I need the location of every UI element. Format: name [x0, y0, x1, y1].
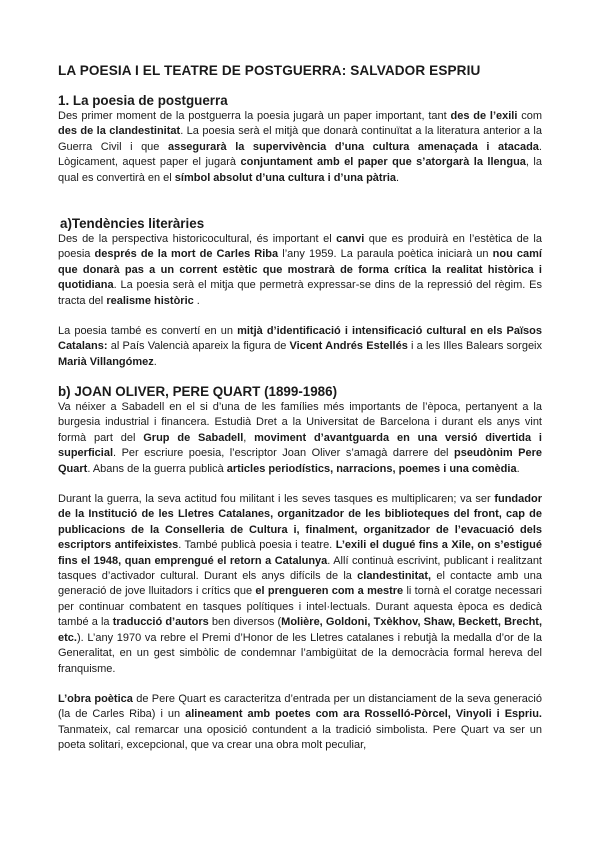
bold-text: moviment d’avantguarda en una versió divertida i superficial	[58, 431, 542, 460]
bold-text: Marià Villangómez	[58, 355, 154, 368]
bold-text: símbol absolut d’una cultura i d’una pàtria	[174, 171, 397, 184]
bold-text: assegurarà la supervivència d’una cultura amenaçada i atacada	[167, 140, 539, 153]
text-run: al País Valencià apareix la figura de	[107, 340, 290, 353]
bold-text: des de la clandestinitat	[58, 125, 181, 138]
text-run: . La poesia serà el mitja que permetrà expressar-se dins de la repressió del règim. Es tracta del	[58, 279, 542, 307]
paragraph	[58, 400, 542, 477]
bold-text: L’exili el dugué fins a Xile, on s’estigué fins el 1948, quan emprengué el retorn a Catalunya	[58, 539, 542, 567]
section-joan-oliver	[58, 384, 542, 754]
paragraph	[58, 324, 542, 370]
text-run: el contacte amb una generació de jove lluitadors i crítics que	[58, 570, 542, 598]
text-run: ben diversos (	[208, 616, 282, 629]
text-run: i a les Illes Balears sorgeix	[407, 340, 543, 353]
bold-text: nou camí que donarà pas a un corrent estètic que mostrarà de forma crítica la realitat històrica i quotidiana	[58, 248, 542, 292]
bold-text: Vicent Andrés Estellés	[289, 340, 408, 353]
text-run: Va néixer a Sabadell en el si d’una de les famílies més importants de l’època, pertanyent a la burgesia industrial i financera. Estudià Dret a la Universitat de Barcelona i durant els anys vint formà part del	[58, 401, 542, 444]
text-run: .	[516, 462, 520, 475]
bold-text: fundador de la Institució de les Lletres Catalanes, organitzador de les biblioteques del front, cap de publicacions de la Conselleria de Cultura i, finalment, organitzador de l’evacuació dels escriptors antifeixistes	[58, 493, 542, 552]
section-poesia-postguerra	[58, 93, 542, 186]
bold-text: L’obra poètica	[58, 692, 133, 705]
bold-text: clandestinitat,	[357, 570, 432, 583]
text-run: Des primer moment de la postguerra la poesia jugarà un paper important, tant	[58, 110, 451, 122]
text-run: que es produirà en l’estètica de la poesia	[58, 233, 542, 261]
text-run: l’any 1959. La paraula poètica iniciarà un	[278, 248, 493, 261]
paragraph	[58, 492, 542, 677]
section-heading: a)Tendències literàries	[60, 216, 205, 231]
text-run: ,	[243, 431, 255, 444]
paragraph	[58, 232, 542, 309]
text-run: . També publicà poesia i teatre.	[178, 539, 336, 552]
bold-text: alineament amb poetes com ara Rosselló-Pòrcel, Vinyoli i Espriu.	[185, 708, 542, 721]
text-run: La poesia també es convertí en un	[58, 325, 238, 338]
bold-text: realisme històric	[106, 294, 194, 307]
text-run: com	[517, 110, 543, 122]
text-run: . Lògicament, aquest paper el jugarà	[58, 140, 542, 169]
bold-text: el prengueren com a mestre	[255, 585, 404, 598]
text-run: . Allí continuà escrivint, publicant i realitzant tasques d’activador cultural. Durant els anys difícils de la	[58, 554, 542, 583]
bold-text: des de l’exili	[450, 110, 518, 122]
text-run: , la qual es convertirà en el	[58, 156, 542, 184]
text-run: . Abans de la guerra publicà	[87, 462, 227, 475]
text-run: de Pere Quart es caracteritza d’entrada per un distanciament de la seva generació (la de Carles Riba) i un	[58, 692, 542, 721]
document-title: LA POESIA I EL TEATRE DE POSTGUERRA: SALVADOR ESPRIU	[58, 63, 481, 78]
text-run: Des de la perspectiva historicocultural, és important el	[58, 233, 337, 245]
bold-text: canvi	[336, 233, 365, 245]
paragraph	[58, 109, 542, 186]
bold-text: traducció d’autors	[112, 616, 209, 629]
text-run: . Per escriure poesia, l’escriptor Joan Oliver s’amagà darrere del	[113, 447, 454, 460]
bold-text: conjuntament amb el paper que s’atorgarà la llengua	[240, 156, 526, 169]
bold-text: Molière, Goldoni, Txèkhov, Shaw, Beckett, Brecht, etc.	[58, 616, 543, 644]
text-run: .	[193, 294, 200, 307]
bold-text: després de la mort de Carles Riba	[94, 248, 279, 261]
text-run: . La poesia serà el mitjà que donarà continuïtat a la literatura anterior a la Guerra Civil i que	[58, 125, 542, 153]
bold-text: Grup de Sabadell	[143, 431, 244, 444]
text-run: li tornà el coratge necessari per continuar combatent en tasques polítiques i intel·lectuals. Durant aquesta època es dedicà també a la	[58, 585, 542, 629]
bold-text: mitjà d’identificació i intensificació cultural en els Països Catalans:	[58, 325, 542, 353]
text-run: .	[396, 171, 400, 184]
text-run: ). L’any 1970 va rebre el Premi d’Honor de les Lletres catalanes i rebutjà la medalla d’or de la Generalitat, en un gest simbòlic de condemnar l’ambigüitat de la democràcia formal hereva del franquisme.	[58, 631, 542, 675]
section-heading: 1. La poesia de postguerra	[58, 93, 228, 108]
section-heading: b) JOAN OLIVER, PERE QUART (1899-1986)	[58, 384, 338, 399]
paragraph	[58, 692, 542, 754]
text-run: .	[153, 355, 157, 368]
text-run: Durant la guerra, la seva actitud fou militant i les seves tasques es multiplicaren; va ser	[58, 493, 495, 506]
bold-text: pseudònim Pere Quart	[58, 447, 542, 475]
bold-text: articles periodístics, narracions, poemes i una comèdia	[226, 462, 517, 475]
section-tendencies-literaries	[58, 216, 542, 370]
text-run: Tanmateix, cal remarcar una oposició contundent a la tradició simbolista. Pere Quart va ser un poeta solitari, excepcional, que va crear una obra molt peculiar,	[58, 723, 542, 752]
